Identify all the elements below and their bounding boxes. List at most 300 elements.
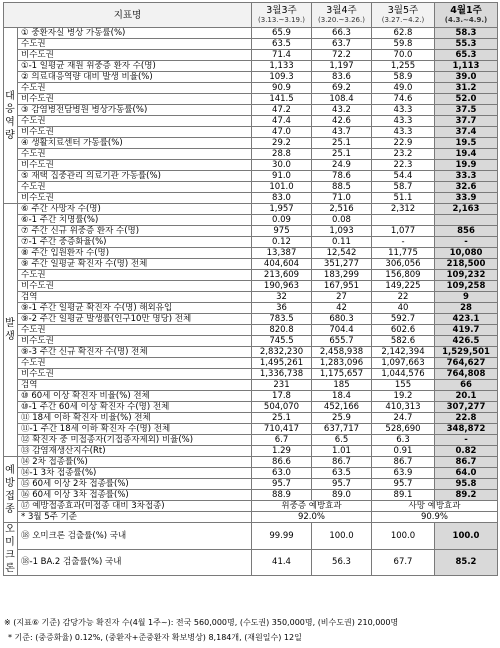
value-cell: 17.8 xyxy=(252,391,312,402)
category-cell: 대응역량 xyxy=(4,28,18,204)
indicator-label: 수도권 xyxy=(18,270,252,281)
header-week-3 xyxy=(372,3,435,28)
table-row xyxy=(4,424,498,435)
value-cell: 100.0 xyxy=(312,523,372,550)
value-cell: 43.3 xyxy=(372,127,435,138)
value-cell: 24.9 xyxy=(312,160,372,171)
value-cell: 43.3 xyxy=(372,105,435,116)
indicator-label: ①-1 일평균 재원 위중증 환자 수(명) xyxy=(18,61,252,72)
table-row xyxy=(4,413,498,424)
table-row xyxy=(4,292,498,303)
value-cell: 1,197 xyxy=(312,61,372,72)
value-cell: 64.0 xyxy=(435,468,498,479)
value-cell: 58.3 xyxy=(435,28,498,39)
indicator-label: ⑦-1 주간 중증화율(%) xyxy=(18,237,252,248)
value-cell: 78.6 xyxy=(312,171,372,182)
indicator-label: ⑩-1 주간 60세 이상 확진자 수(명) 전체 xyxy=(18,402,252,413)
indicator-label: ⑧ 주간 입원환자 수(명) xyxy=(18,248,252,259)
value-cell: 1,113 xyxy=(435,61,498,72)
value-cell: 91.0 xyxy=(252,171,312,182)
header-label: 3월4주 xyxy=(326,5,357,16)
merged-value-cell: 사망 예방효과 xyxy=(372,501,498,512)
table-row xyxy=(4,325,498,336)
table-row xyxy=(4,83,498,94)
value-cell: 10,080 xyxy=(435,248,498,259)
indicator-label: 비수도권 xyxy=(18,281,252,292)
table-row xyxy=(4,281,498,292)
indicator-label: ⑨ 주간 일평균 확진자 수(명) 전체 xyxy=(18,259,252,270)
value-cell: 156,809 xyxy=(372,270,435,281)
value-cell: 11,775 xyxy=(372,248,435,259)
value-cell: 83.6 xyxy=(312,72,372,83)
table-row xyxy=(4,193,498,204)
value-cell: 74.6 xyxy=(372,94,435,105)
indicator-label: ⑱ 오미크론 검출률(%) 국내 xyxy=(18,523,252,550)
table-row xyxy=(4,549,498,576)
merged-value-cell: 위중증 예방효과 xyxy=(252,501,372,512)
value-cell: 185 xyxy=(312,380,372,391)
value-cell: 6.7 xyxy=(252,435,312,446)
value-cell: 592.7 xyxy=(372,314,435,325)
indicator-label: ⑦ 주간 신규 위중증 환자 수(명) xyxy=(18,226,252,237)
value-cell: 1,044,576 xyxy=(372,369,435,380)
value-cell: 37.5 xyxy=(435,105,498,116)
value-cell: 1,495,261 xyxy=(252,358,312,369)
indicator-label: 수도권 xyxy=(18,182,252,193)
table-row xyxy=(4,457,498,468)
table-row xyxy=(4,402,498,413)
table-row xyxy=(4,215,498,226)
value-cell: 22.8 xyxy=(435,413,498,424)
value-cell: 2,832,230 xyxy=(252,347,312,358)
value-cell: 6.5 xyxy=(312,435,372,446)
value-cell: 65.9 xyxy=(252,28,312,39)
table-row xyxy=(4,270,498,281)
table-row xyxy=(4,314,498,325)
table-row xyxy=(4,28,498,39)
value-cell: 99.99 xyxy=(252,523,312,550)
value-cell: 59.8 xyxy=(372,39,435,50)
value-cell: 33.3 xyxy=(435,171,498,182)
value-cell: 764,808 xyxy=(435,369,498,380)
table-row xyxy=(4,127,498,138)
table-row xyxy=(4,116,498,127)
table-row xyxy=(4,50,498,61)
value-cell: 19.2 xyxy=(372,391,435,402)
indicator-label: ⑭-1 3차 접종률(%) xyxy=(18,468,252,479)
value-cell: 25.1 xyxy=(252,413,312,424)
indicator-label: ⑨-2 주간 일평균 발생률(인구10만 명당) 전체 xyxy=(18,314,252,325)
value-cell: 155 xyxy=(372,380,435,391)
value-cell: 47.4 xyxy=(252,116,312,127)
value-cell: 70.0 xyxy=(372,50,435,61)
indicator-label: 수도권 xyxy=(18,39,252,50)
indicator-label: ④ 생활치료센터 가동률(%) xyxy=(18,138,252,149)
value-cell: 856 xyxy=(435,226,498,237)
table-row xyxy=(4,105,498,116)
indicator-label: 수도권 xyxy=(18,149,252,160)
value-cell: 24.7 xyxy=(372,413,435,424)
value-cell: 72.2 xyxy=(312,50,372,61)
value-cell: 167,951 xyxy=(312,281,372,292)
table-row xyxy=(4,226,498,237)
value-cell: 410,313 xyxy=(372,402,435,413)
table-row xyxy=(4,435,498,446)
header-row xyxy=(4,3,498,28)
value-cell: 0.11 xyxy=(312,237,372,248)
value-cell: 100.0 xyxy=(372,523,435,550)
value-cell: 89.0 xyxy=(312,490,372,501)
value-cell: 0.09 xyxy=(252,215,312,226)
value-cell: 47.2 xyxy=(252,105,312,116)
indicator-label: 비수도권 xyxy=(18,50,252,61)
category-cell: 오미크론 xyxy=(5,524,16,574)
value-cell: 109,258 xyxy=(435,281,498,292)
indicator-label: ⑥ 주간 사망자 수(명) xyxy=(18,204,252,215)
header-period: (3.27.~4.2.) xyxy=(381,16,425,24)
value-cell: 22.9 xyxy=(372,138,435,149)
indicator-label: ③ 감염병전담병원 병상가동률(%) xyxy=(18,105,252,116)
value-cell: 0.08 xyxy=(312,215,372,226)
value-cell: 71.0 xyxy=(312,193,372,204)
value-cell: 783.5 xyxy=(252,314,312,325)
value-cell: 85.2 xyxy=(435,549,498,576)
value-cell: 820.8 xyxy=(252,325,312,336)
indicator-label: 비수도권 xyxy=(18,193,252,204)
value-cell: 39.0 xyxy=(435,72,498,83)
indicator-label: ① 중환자실 병상 가동률(%) xyxy=(18,28,252,39)
indicator-label: ⑥-1 주간 치명률(%) xyxy=(18,215,252,226)
value-cell: - xyxy=(372,237,435,248)
header-indicator-name xyxy=(4,3,252,28)
value-cell: 86.6 xyxy=(252,457,312,468)
value-cell: 63.7 xyxy=(312,39,372,50)
value-cell: 95.7 xyxy=(312,479,372,490)
value-cell: 43.7 xyxy=(312,127,372,138)
value-cell: 86.7 xyxy=(435,457,498,468)
indicator-label: ⑬ 감염재생산지수(Rt) xyxy=(18,446,252,457)
indicator-label: ⑩ 60세 이상 확진자 비율(%) 전체 xyxy=(18,391,252,402)
value-cell: 86.7 xyxy=(312,457,372,468)
value-cell: 9 xyxy=(435,292,498,303)
value-cell: 423.1 xyxy=(435,314,498,325)
value-cell: 63.5 xyxy=(312,468,372,479)
indicator-label: 비수도권 xyxy=(18,94,252,105)
value-cell: 101.0 xyxy=(252,182,312,193)
value-cell: 108.4 xyxy=(312,94,372,105)
value-cell: 504,070 xyxy=(252,402,312,413)
value-cell: 95.8 xyxy=(435,479,498,490)
header-label: 3월3주 xyxy=(266,5,297,16)
value-cell: 19.9 xyxy=(435,160,498,171)
category-cell: 발생 xyxy=(4,204,18,457)
value-cell: 47.0 xyxy=(252,127,312,138)
value-cell: 2,312 xyxy=(372,204,435,215)
table-row xyxy=(4,149,498,160)
table-row xyxy=(4,446,498,457)
value-cell: 213,609 xyxy=(252,270,312,281)
value-cell: 2,163 xyxy=(435,204,498,215)
value-cell: 42 xyxy=(312,303,372,314)
table-row xyxy=(4,39,498,50)
value-cell: 37.4 xyxy=(435,127,498,138)
value-cell: 54.4 xyxy=(372,171,435,182)
value-cell: 12,542 xyxy=(312,248,372,259)
indicator-label: ⑮ 60세 이상 2차 접종률(%) xyxy=(18,479,252,490)
value-cell: 89.2 xyxy=(435,490,498,501)
value-cell xyxy=(372,215,435,226)
table-row xyxy=(4,512,498,523)
merged-value-cell: 90.9% xyxy=(372,512,498,523)
value-cell: 41.4 xyxy=(252,549,312,576)
value-cell: 149,225 xyxy=(372,281,435,292)
value-cell: 0.82 xyxy=(435,446,498,457)
value-cell: 88.9 xyxy=(252,490,312,501)
indicator-label: ⑱-1 BA.2 검출률(%) 국내 xyxy=(18,549,252,576)
header-period: (4.3.~4.9.) xyxy=(444,16,488,24)
value-cell: 975 xyxy=(252,226,312,237)
value-cell: 51.1 xyxy=(372,193,435,204)
value-cell: 183,299 xyxy=(312,270,372,281)
table-row xyxy=(4,138,498,149)
table-row xyxy=(4,182,498,193)
value-cell: 100.0 xyxy=(435,523,498,550)
value-cell: 90.9 xyxy=(252,83,312,94)
indicator-label: 수도권 xyxy=(18,325,252,336)
value-cell: 0.12 xyxy=(252,237,312,248)
table-row xyxy=(4,237,498,248)
value-cell: 86.7 xyxy=(372,457,435,468)
value-cell: 83.0 xyxy=(252,193,312,204)
value-cell: 1,093 xyxy=(312,226,372,237)
value-cell: 351,277 xyxy=(312,259,372,270)
header-label: 3월5주 xyxy=(387,5,419,16)
table-row xyxy=(4,303,498,314)
table-row xyxy=(4,380,498,391)
indicator-label: 비수도권 xyxy=(18,369,252,380)
value-cell: 66 xyxy=(435,380,498,391)
value-cell: 95.7 xyxy=(372,479,435,490)
value-cell: 1,133 xyxy=(252,61,312,72)
value-cell: 2,458,938 xyxy=(312,347,372,358)
value-cell: 71.4 xyxy=(252,50,312,61)
value-cell: 18.4 xyxy=(312,391,372,402)
value-cell: 69.2 xyxy=(312,83,372,94)
indicator-label: * 3월 5주 기준 xyxy=(18,512,252,523)
value-cell: 602.6 xyxy=(372,325,435,336)
value-cell: 141.5 xyxy=(252,94,312,105)
value-cell: 37.7 xyxy=(435,116,498,127)
footnote-capacity: ※ (지표⑥ 기준) 감당가능 확진자 수(4월 1주~): 전국 560,000명, (수도권) 350,000명, (비수도권) 210,000명 xyxy=(4,618,399,627)
value-cell: 1,097,663 xyxy=(372,358,435,369)
table-row xyxy=(4,501,498,512)
header-period: (3.20.~3.26.) xyxy=(318,16,365,24)
value-cell: 25.9 xyxy=(312,413,372,424)
indicator-label: ⑨-1 주간 일평균 확진자 수(명) 해외유입 xyxy=(18,303,252,314)
indicator-label: ⑰ 예방접종효과(미접종 대비 3차접종) xyxy=(18,501,252,512)
value-cell: 22.3 xyxy=(372,160,435,171)
value-cell: 680.3 xyxy=(312,314,372,325)
table-row xyxy=(4,94,498,105)
value-cell: 307,277 xyxy=(435,402,498,413)
table-row xyxy=(4,523,498,550)
indicator-label: ⑯ 60세 이상 3차 접종률(%) xyxy=(18,490,252,501)
value-cell: 19.5 xyxy=(435,138,498,149)
value-cell: 25.1 xyxy=(312,138,372,149)
value-cell: 419.7 xyxy=(435,325,498,336)
header-label: 4월1주 xyxy=(450,5,482,16)
value-cell: 43.3 xyxy=(372,116,435,127)
table-row xyxy=(4,358,498,369)
value-cell: 66.3 xyxy=(312,28,372,39)
value-cell: 704.4 xyxy=(312,325,372,336)
value-cell: 637,717 xyxy=(312,424,372,435)
value-cell: 28.8 xyxy=(252,149,312,160)
indicator-label: ⑨-3 주간 신규 확진자 수(명) 전체 xyxy=(18,347,252,358)
value-cell: 1.01 xyxy=(312,446,372,457)
value-cell: 1,336,738 xyxy=(252,369,312,380)
value-cell: 528,690 xyxy=(372,424,435,435)
value-cell: 1,283,096 xyxy=(312,358,372,369)
value-cell: 1,255 xyxy=(372,61,435,72)
indicator-label: 수도권 xyxy=(18,358,252,369)
value-cell: 655.7 xyxy=(312,336,372,347)
value-cell: 23.2 xyxy=(372,149,435,160)
value-cell: 33.9 xyxy=(435,193,498,204)
indicator-label: 비수도권 xyxy=(18,127,252,138)
value-cell: 65.3 xyxy=(435,50,498,61)
value-cell: 36 xyxy=(252,303,312,314)
value-cell: 62.8 xyxy=(372,28,435,39)
value-cell: 29.2 xyxy=(252,138,312,149)
table-row xyxy=(4,171,498,182)
indicator-label: 검역 xyxy=(18,292,252,303)
value-cell: 764,627 xyxy=(435,358,498,369)
table-row xyxy=(4,479,498,490)
table-row xyxy=(4,490,498,501)
value-cell: 58.7 xyxy=(372,182,435,193)
value-cell: 58.9 xyxy=(372,72,435,83)
value-cell: 13,387 xyxy=(252,248,312,259)
value-cell: 404,604 xyxy=(252,259,312,270)
indicator-label: 검역 xyxy=(18,380,252,391)
indicator-label: ⑪-1 주간 18세 이하 확진자 수(명) 전체 xyxy=(18,424,252,435)
indicator-label: ⑫ 확진자 중 미접종자(기접종자제외) 비율(%) xyxy=(18,435,252,446)
value-cell: 89.1 xyxy=(372,490,435,501)
value-cell: 2,142,394 xyxy=(372,347,435,358)
value-cell: 1,957 xyxy=(252,204,312,215)
value-cell: - xyxy=(435,435,498,446)
table-row xyxy=(4,248,498,259)
value-cell: 19.4 xyxy=(435,149,498,160)
indicator-label: ② 의료대응역량 대비 발생 비율(%) xyxy=(18,72,252,83)
header-week-1 xyxy=(252,3,312,28)
table-row xyxy=(4,72,498,83)
value-cell: 710,417 xyxy=(252,424,312,435)
table-row xyxy=(4,160,498,171)
value-cell: 31.2 xyxy=(435,83,498,94)
value-cell: 88.5 xyxy=(312,182,372,193)
indicator-label: 수도권 xyxy=(18,83,252,94)
value-cell: 231 xyxy=(252,380,312,391)
table-row xyxy=(4,259,498,270)
table-row xyxy=(4,369,498,380)
value-cell: 1,529,501 xyxy=(435,347,498,358)
value-cell: 52.0 xyxy=(435,94,498,105)
table-row xyxy=(4,61,498,72)
value-cell: 30.0 xyxy=(252,160,312,171)
value-cell: 25.1 xyxy=(312,149,372,160)
value-cell: 67.7 xyxy=(372,549,435,576)
value-cell: 43.2 xyxy=(312,105,372,116)
value-cell: 63.5 xyxy=(252,39,312,50)
value-cell: 306,056 xyxy=(372,259,435,270)
indicator-label: ⑤ 재택 집중관리 의료기관 가동률(%) xyxy=(18,171,252,182)
value-cell: 32 xyxy=(252,292,312,303)
value-cell: 63.0 xyxy=(252,468,312,479)
value-cell: 63.9 xyxy=(372,468,435,479)
value-cell: 426.5 xyxy=(435,336,498,347)
value-cell: 582.6 xyxy=(372,336,435,347)
category-cell: 예방접종 xyxy=(4,457,18,523)
value-cell: 32.6 xyxy=(435,182,498,193)
indicator-label: 수도권 xyxy=(18,116,252,127)
table-row xyxy=(4,347,498,358)
value-cell: 28 xyxy=(435,303,498,314)
header-week-4 xyxy=(435,3,498,28)
value-cell: 55.3 xyxy=(435,39,498,50)
value-cell: 190,963 xyxy=(252,281,312,292)
value-cell: 6.3 xyxy=(372,435,435,446)
value-cell: 109.3 xyxy=(252,72,312,83)
value-cell: 49.0 xyxy=(372,83,435,94)
header-period: (3.13.~3.19.) xyxy=(258,16,305,24)
value-cell: 0.91 xyxy=(372,446,435,457)
header-label: 지표명 xyxy=(113,9,142,21)
table-row xyxy=(4,391,498,402)
value-cell: 22 xyxy=(372,292,435,303)
value-cell: 56.3 xyxy=(312,549,372,576)
table-row xyxy=(4,336,498,347)
value-cell: 452,166 xyxy=(312,402,372,413)
indicator-table xyxy=(3,2,498,576)
value-cell: 27 xyxy=(312,292,372,303)
value-cell xyxy=(435,215,498,226)
value-cell: 42.6 xyxy=(312,116,372,127)
indicator-label: ⑪ 18세 이하 확진자 비율(%) 전체 xyxy=(18,413,252,424)
value-cell: - xyxy=(435,237,498,248)
value-cell: 745.5 xyxy=(252,336,312,347)
indicator-label: 비수도권 xyxy=(18,336,252,347)
value-cell: 348,872 xyxy=(435,424,498,435)
value-cell: 20.1 xyxy=(435,391,498,402)
value-cell: 109,232 xyxy=(435,270,498,281)
value-cell: 1,175,657 xyxy=(312,369,372,380)
indicator-label: 비수도권 xyxy=(18,160,252,171)
header-week-2 xyxy=(312,3,372,28)
value-cell: 218,500 xyxy=(435,259,498,270)
footnote-criteria: * 기준: (중증화율) 0.12%, (중환자+준중환자 확보병상) 8,184개, (재원일수) 12일 xyxy=(8,633,302,642)
table-row xyxy=(4,204,498,215)
value-cell: 2,516 xyxy=(312,204,372,215)
table-row xyxy=(4,468,498,479)
value-cell: 1.29 xyxy=(252,446,312,457)
value-cell: 1,077 xyxy=(372,226,435,237)
value-cell: 40 xyxy=(372,303,435,314)
indicator-label: ⑭ 2차 접종률(%) xyxy=(18,457,252,468)
merged-value-cell: 92.0% xyxy=(252,512,372,523)
value-cell: 95.7 xyxy=(252,479,312,490)
